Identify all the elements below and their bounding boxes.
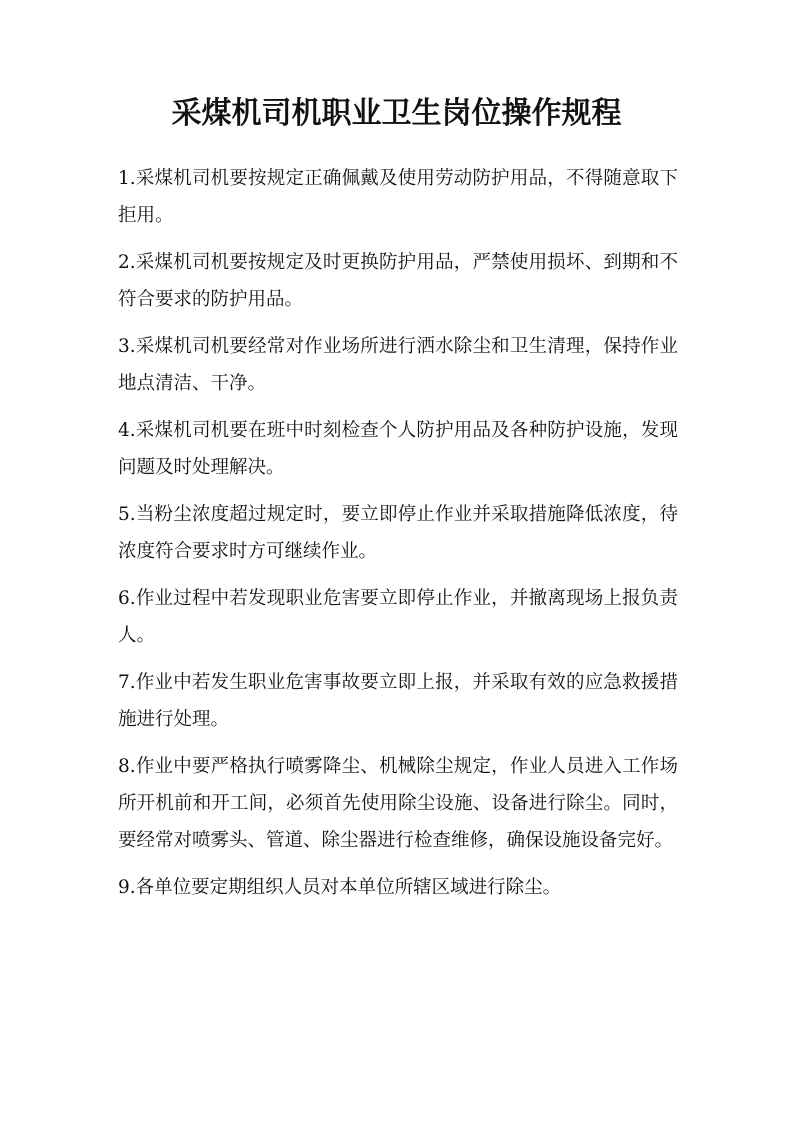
rule-item-4: 4.采煤机司机要在班中时刻检查个人防护用品及各种防护设施，发现问题及时处理解决。 [118,420,678,478]
rule-item-9: 9.各单位要定期组织人员对本单位所辖区域进行除尘。 [118,877,562,898]
rules-list [118,160,678,916]
rule-item-5: 5.当粉尘浓度超过规定时，要立即停止作业并采取措施降低浓度，待浓度符合要求时方可继续作业。 [118,504,678,562]
page-title: 采煤机司机职业卫生岗位操作规程 [171,96,622,131]
rule-item-3: 3.采煤机司机要经常对作业场所进行洒水除尘和卫生清理，保持作业地点清洁、干净。 [118,336,678,394]
rule-item-1: 1.采煤机司机要按规定正确佩戴及使用劳动防护用品，不得随意取下拒用。 [118,168,678,226]
rule-item-2: 2.采煤机司机要按规定及时更换防护用品，严禁使用损坏、到期和不符合要求的防护用品。 [118,252,678,310]
rule-item-7: 7.作业中若发生职业危害事故要立即上报，并采取有效的应急救援措施进行处理。 [118,672,678,730]
rule-item-6: 6.作业过程中若发现职业危害要立即停止作业，并撤离现场上报负责人。 [118,588,678,646]
rule-item-8: 8.作业中要严格执行喷雾降尘、机械除尘规定，作业人员进入工作场所开机前和开工间，必须首先使用除尘设施、设备进行除尘。同时，要经常对喷雾头、管道、除尘器进行检查维修，确保设施设备完好。 [118,756,678,851]
